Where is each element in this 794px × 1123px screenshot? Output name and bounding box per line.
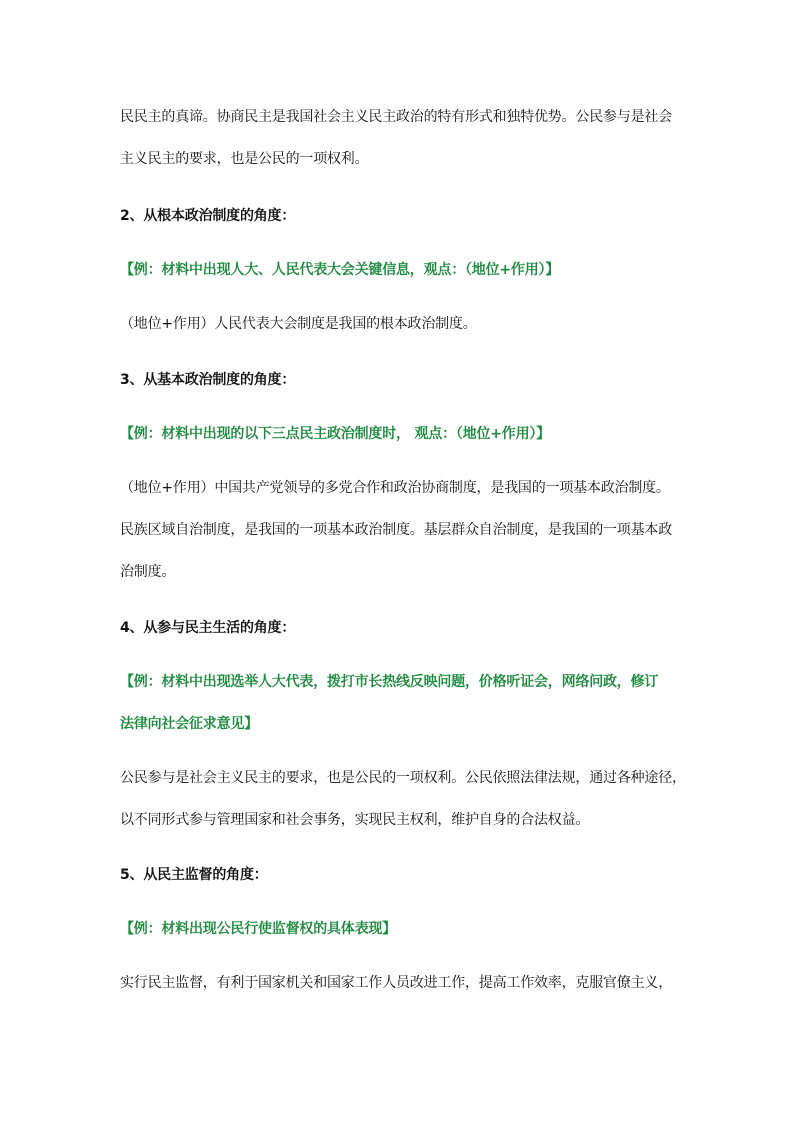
example-note: 【例：材料中出现人大、人民代表大会关键信息，观点：（地位+作用）】 — [120, 262, 560, 278]
body-text-line: 实行民主监督，有利于国家机关和国家工作人员改进工作，提高工作效率，克服官僚主义， — [120, 975, 672, 991]
section-heading: 3、从基本政治制度的角度： — [120, 372, 296, 388]
body-text-line: 公民参与是社会主义民主的要求，也是公民的一项权利。公民依照法律法规，通过各种途径， — [120, 770, 686, 786]
body-text-line: （地位+作用）人民代表大会制度是我国的根本政治制度。 — [120, 316, 477, 332]
body-text-line: 民族区域自治制度，是我国的一项基本政治制度。基层群众自治制度，是我国的一项基本政 — [120, 522, 672, 538]
section-heading: 2、从根本政治制度的角度： — [120, 208, 296, 224]
example-note: 【例：材料中出现选举人大代表，拨打市长热线反映问题，价格听证会，网络问政，修订 — [120, 674, 659, 690]
example-note: 法律向社会征求意见】 — [120, 716, 258, 732]
body-text-line: 民民主的真谛。协商民主是我国社会主义民主政治的特有形式和独特优势。公民参与是社会 — [120, 109, 672, 125]
body-text-line: 主义民主的要求，也是公民的一项权利。 — [120, 151, 369, 167]
section-heading: 5、从民主监督的角度： — [120, 867, 268, 883]
body-text-line: 治制度。 — [120, 564, 176, 580]
example-note: 【例：材料中出现的以下三点民主政治制度时， 观点：（地位+作用）】 — [120, 426, 551, 442]
body-text-line: 以不同形式参与管理国家和社会事务，实现民主权利，维护自身的合法权益。 — [120, 812, 590, 828]
section-heading: 4、从参与民主生活的角度： — [120, 620, 296, 636]
body-text-line: （地位+作用）中国共产党领导的多党合作和政治协商制度，是我国的一项基本政治制度。 — [120, 480, 670, 496]
example-note: 【例：材料出现公民行使监督权的具体表现】 — [120, 921, 396, 937]
